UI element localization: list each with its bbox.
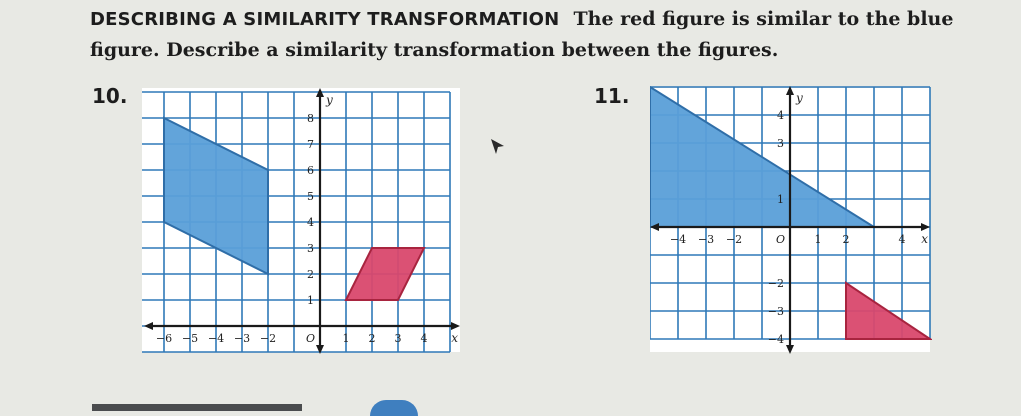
y-tick-label: 3 (307, 242, 314, 255)
y-tick-label: 2 (307, 268, 314, 281)
instruction-text-2: figure. Describe a similarity transformation between the figures. (90, 39, 779, 61)
y-tick-label: 5 (307, 190, 314, 203)
mouse-pointer-icon (490, 138, 506, 160)
x-tick-label: 4 (898, 233, 906, 246)
y-tick-label: 6 (307, 164, 314, 177)
x-tick-label: −2 (259, 332, 277, 345)
section-label: DESCRIBING A SIMILARITY TRANSFORMATION (90, 9, 560, 30)
x-tick-label: −5 (181, 332, 199, 345)
instruction-text-1: The red figure is similar to the blue (573, 8, 954, 30)
x-tick-label: −4 (669, 233, 687, 246)
x-tick-label: 2 (842, 233, 850, 246)
y-tick-label: 1 (307, 294, 314, 307)
x-axis-label: x (921, 232, 928, 246)
problem-10-graph (142, 86, 462, 356)
y-axis-label: y (326, 93, 333, 107)
problem-11-number: 11. (594, 84, 630, 108)
problem-10-number: 10. (92, 84, 128, 108)
y-tick-label: 8 (307, 112, 314, 125)
y-tick-label: 3 (777, 137, 784, 150)
x-tick-label: 3 (394, 332, 402, 345)
y-tick-label: −4 (767, 333, 784, 346)
bottom-decoration (370, 400, 418, 416)
x-tick-label: 2 (368, 332, 376, 345)
y-tick-label: −2 (767, 277, 784, 290)
origin-label: O (775, 233, 785, 246)
x-tick-label: −2 (725, 233, 743, 246)
x-tick-label: −3 (233, 332, 251, 345)
y-tick-label: 4 (307, 216, 314, 229)
exercise-header (90, 4, 990, 65)
bottom-divider (92, 404, 302, 411)
x-tick-label: 4 (420, 332, 428, 345)
x-tick-label: 1 (814, 233, 822, 246)
problem-11-graph (650, 86, 932, 356)
y-tick-label: 4 (777, 109, 784, 122)
y-tick-label: −3 (767, 305, 784, 318)
x-axis-label: x (451, 331, 458, 345)
x-tick-label: −3 (697, 233, 715, 246)
y-axis-label: y (796, 91, 803, 105)
y-tick-label: 1 (777, 193, 784, 206)
x-tick-label: 1 (342, 332, 350, 345)
y-tick-label: 7 (307, 138, 314, 151)
origin-label: O (305, 332, 315, 345)
x-tick-label: −4 (207, 332, 225, 345)
x-tick-label: −6 (155, 332, 173, 345)
